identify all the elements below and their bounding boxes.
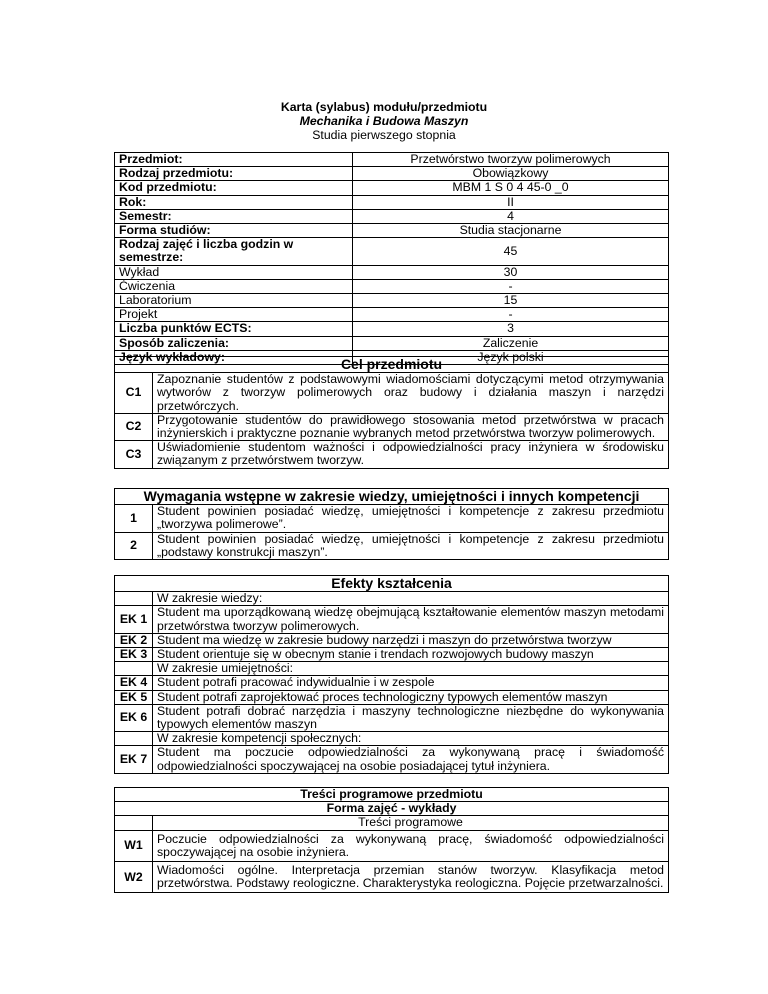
efekty-subheading-row — [115, 732, 669, 746]
efekty-text: Student ma wiedzę w zakresie budowy narzędzi i maszyn do przetwórstwa tworzyw — [153, 633, 669, 647]
tresci-text: Poczucie odpowiedzialności za wykonywaną pracę, świadomość odpowiedzialności spoczywającej na osobie inżyniera. — [153, 830, 669, 861]
tresci-sub-row — [115, 816, 669, 830]
efekty-text: Student potrafi zaprojektować proces technologiczny typowych elementów maszyn — [153, 690, 669, 704]
info-value: 45 — [353, 238, 669, 265]
tresci-table — [114, 787, 669, 893]
efekty-code: EK 4 — [115, 676, 153, 690]
tresci-row — [115, 830, 669, 861]
section-title: Efekty kształcenia — [115, 576, 669, 592]
tresci-title: Treści programowe przedmiotu — [115, 788, 669, 802]
efekty-row — [115, 704, 669, 731]
efekty-row — [115, 606, 669, 633]
wymagania-code: 2 — [115, 532, 153, 559]
efekty-text: Student potrafi pracować indywidualnie i w zespole — [153, 676, 669, 690]
info-value: 3 — [353, 322, 669, 336]
efekty-code: EK 7 — [115, 746, 153, 773]
info-label: Liczba punktów ECTS: — [115, 322, 353, 336]
info-value: 4 — [353, 209, 669, 223]
info-value: 30 — [353, 265, 669, 279]
info-value: Studia stacjonarne — [353, 224, 669, 238]
info-row — [115, 279, 669, 293]
info-row — [115, 167, 669, 181]
info-label: Rok: — [115, 195, 353, 209]
cel-row — [115, 373, 669, 414]
tresci-code: W1 — [115, 830, 153, 861]
efekty-text: Student ma poczucie odpowiedzialności za wykonywaną pracę i świadomość odpowiedzialności spoczywającej na osobie posiadającej tytuł inżyniera. — [153, 746, 669, 773]
section-title-row — [115, 357, 669, 373]
header-field: Mechanika i Budowa Maszyn — [299, 114, 469, 128]
efekty-subheading-row — [115, 662, 669, 676]
info-row — [115, 238, 669, 265]
info-label: Rodzaj przedmiotu: — [115, 167, 353, 181]
wymagania-row — [115, 532, 669, 559]
info-table — [114, 152, 669, 365]
info-label: Laboratorium — [115, 294, 353, 308]
document-header — [0, 100, 768, 142]
info-row — [115, 153, 669, 167]
tresci-title-row — [115, 788, 669, 802]
info-value: Zaliczenie — [353, 336, 669, 350]
wymagania-text: Student powinien posiadać wiedzę, umiejętności i kompetencje z zakresu przedmiotu „podstawy konstrukcji maszyn”. — [153, 532, 669, 559]
tresci-row — [115, 862, 669, 893]
efekty-code: EK 6 — [115, 704, 153, 731]
info-row — [115, 195, 669, 209]
efekty-row — [115, 676, 669, 690]
cel-row — [115, 413, 669, 440]
header-title: Karta (sylabus) modułu/przedmiotu — [280, 100, 488, 114]
tresci-text: Wiadomości ogólne. Interpretacja przemian stanów tworzyw. Klasyfikacja metod przetwórstwa. Podstawy reologiczne. Charakterystyka reologiczna. Pojęcie przetwarzalności. — [153, 862, 669, 893]
info-label: Forma studiów: — [115, 224, 353, 238]
info-row — [115, 294, 669, 308]
info-row — [115, 265, 669, 279]
cel-text: Zapoznanie studentów z podstawowymi wiadomościami dotyczącymi metod otrzymywania wytworów z tworzyw polimerowych oraz budowy i działania maszyn i narzędzi przetwórczych. — [153, 373, 669, 414]
info-value: - — [353, 308, 669, 322]
cel-table — [114, 356, 669, 469]
info-value: II — [353, 195, 669, 209]
info-row — [115, 308, 669, 322]
info-value: MBM 1 S 0 4 45-0 _0 — [353, 181, 669, 195]
info-row — [115, 322, 669, 336]
section-title: Cel przedmiotu — [115, 357, 669, 373]
info-label: Ćwiczenia — [115, 279, 353, 293]
info-value: Obowiązkowy — [353, 167, 669, 181]
wymagania-text: Student powinien posiadać wiedzę, umiejętności i kompetencje z zakresu przedmiotu „tworzywa polimerowe”. — [153, 505, 669, 532]
info-value: Przetwórstwo tworzyw polimerowych — [353, 153, 669, 167]
efekty-row — [115, 633, 669, 647]
section-title: Wymagania wstępne w zakresie wiedzy, umiejętności i innych kompetencji — [115, 489, 669, 505]
wymagania-code: 1 — [115, 505, 153, 532]
cel-code: C3 — [115, 441, 153, 468]
tresci-forma: Forma zajęć - wykłady — [115, 802, 669, 816]
tresci-forma-row — [115, 802, 669, 816]
efekty-text: Student orientuje się w obecnym stanie i trendach rozwojowych budowy maszyn — [153, 648, 669, 662]
info-label: Projekt — [115, 308, 353, 322]
section-title-row — [115, 576, 669, 592]
wymagania-row — [115, 505, 669, 532]
info-label: Przedmiot: — [115, 153, 353, 167]
cel-row — [115, 441, 669, 468]
info-label: Kod przedmiotu: — [115, 181, 353, 195]
efekty-subheading: W zakresie umiejętności: — [153, 662, 669, 676]
info-label: Wykład — [115, 265, 353, 279]
section-title-row — [115, 489, 669, 505]
efekty-subheading: W zakresie kompetencji społecznych: — [153, 732, 669, 746]
info-label: Semestr: — [115, 209, 353, 223]
info-label: Język wykładowy: — [115, 350, 353, 364]
info-value: - — [353, 279, 669, 293]
cel-text: Przygotowanie studentów do prawidłowego stosowania metod przetwórstwa w pracach inżynierskich i praktyczne poznanie wybranych metod przetwórstwa tworzyw polimerowych. — [153, 413, 669, 440]
info-value: 15 — [353, 294, 669, 308]
cel-code: C2 — [115, 413, 153, 440]
efekty-code: EK 1 — [115, 606, 153, 633]
efekty-row — [115, 690, 669, 704]
efekty-row — [115, 746, 669, 773]
efekty-subheading-row — [115, 592, 669, 606]
info-row — [115, 224, 669, 238]
cel-text: Uświadomienie studentom ważności i odpowiedzialności pracy inżyniera w środowisku związanym z przetwórstwem tworzyw. — [153, 441, 669, 468]
wymagania-table — [114, 488, 669, 560]
efekty-table — [114, 575, 669, 774]
efekty-code: EK 5 — [115, 690, 153, 704]
info-label: Rodzaj zajęć i liczba godzin w semestrze: — [115, 238, 353, 265]
efekty-text: Student potrafi dobrać narzędzia i maszyny technologiczne niezbędne do wykonywania typowych elementów maszyn — [153, 704, 669, 731]
info-label: Sposób zaliczenia: — [115, 336, 353, 350]
info-row — [115, 181, 669, 195]
efekty-code: EK 3 — [115, 648, 153, 662]
cel-code: C1 — [115, 373, 153, 414]
tresci-code: W2 — [115, 862, 153, 893]
efekty-row — [115, 648, 669, 662]
efekty-subheading: W zakresie wiedzy: — [153, 592, 669, 606]
info-row — [115, 336, 669, 350]
tresci-subheading: Treści programowe — [153, 816, 669, 830]
header-level: Studia pierwszego stopnia — [312, 128, 456, 142]
info-value: Język polski — [353, 350, 669, 364]
efekty-text: Student ma uporządkowaną wiedzę obejmującą kształtowanie elementów maszyn metodami przetwórstwa tworzyw polimerowych. — [153, 606, 669, 633]
efekty-code: EK 2 — [115, 633, 153, 647]
info-row — [115, 209, 669, 223]
